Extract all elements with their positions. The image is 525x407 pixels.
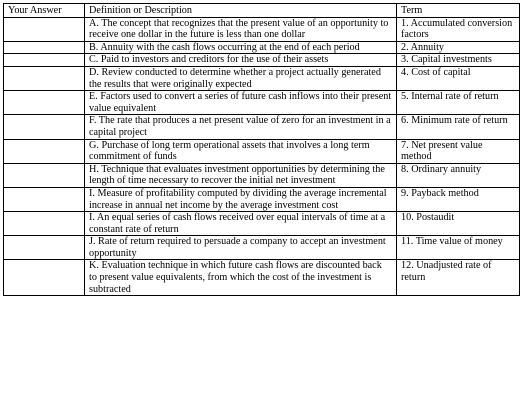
definition-cell: F. The rate that produces a net present value of zero for an investment in a capital project — [85, 115, 397, 139]
answer-cell[interactable] — [4, 260, 85, 296]
term-cell: 7. Net present value method — [397, 139, 520, 163]
header-your-answer: Your Answer — [4, 4, 85, 18]
term-cell: 8. Ordinary annuity — [397, 163, 520, 187]
answer-cell[interactable] — [4, 54, 85, 67]
definition-cell: K. Evaluation technique in which future cash flows are discounted back to present value equivalents, from which the cost of the investment is subtracted — [85, 260, 397, 296]
answer-cell[interactable] — [4, 66, 85, 90]
definition-cell: B. Annuity with the cash flows occurring at the end of each period — [85, 41, 397, 54]
definition-cell: G. Purchase of long term operational assets that involves a long term commitment of funds — [85, 139, 397, 163]
table-row — [4, 54, 520, 67]
answer-cell[interactable] — [4, 236, 85, 260]
definition-cell: A. The concept that recognizes that the present value of an opportunity to receive one dollar in the future is less than one dollar — [85, 17, 397, 41]
table-row — [4, 236, 520, 260]
table-row — [4, 163, 520, 187]
answer-cell[interactable] — [4, 163, 85, 187]
term-cell: 9. Payback method — [397, 187, 520, 211]
answer-cell[interactable] — [4, 115, 85, 139]
table-row — [4, 17, 520, 41]
table-row — [4, 115, 520, 139]
table-row — [4, 212, 520, 236]
answer-cell[interactable] — [4, 139, 85, 163]
table-row — [4, 187, 520, 211]
header-definition: Definition or Description — [85, 4, 397, 18]
definition-cell: D. Review conducted to determine whether a project actually generated the results that were originally expected — [85, 66, 397, 90]
answer-cell[interactable] — [4, 41, 85, 54]
term-cell: 10. Postaudit — [397, 212, 520, 236]
term-cell: 6. Minimum rate of return — [397, 115, 520, 139]
table-row — [4, 91, 520, 115]
table-row — [4, 139, 520, 163]
definition-cell: I. An equal series of cash flows received over equal intervals of time at a constant rate of return — [85, 212, 397, 236]
header-row — [4, 4, 520, 18]
term-cell: 4. Cost of capital — [397, 66, 520, 90]
header-term: Term — [397, 4, 520, 18]
matching-table — [3, 3, 520, 296]
answer-cell[interactable] — [4, 17, 85, 41]
term-cell: 12. Unadjusted rate of return — [397, 260, 520, 296]
term-cell: 5. Internal rate of return — [397, 91, 520, 115]
answer-cell[interactable] — [4, 187, 85, 211]
answer-cell[interactable] — [4, 91, 85, 115]
table-row — [4, 66, 520, 90]
term-cell: 2. Annuity — [397, 41, 520, 54]
table-row — [4, 41, 520, 54]
term-cell: 3. Capital investments — [397, 54, 520, 67]
definition-cell: I. Measure of profitability computed by dividing the average incremental increase in annual net income by the average investment cost — [85, 187, 397, 211]
definition-cell: J. Rate of return required to persuade a company to accept an investment opportunity — [85, 236, 397, 260]
definition-cell: H. Technique that evaluates investment opportunities by determining the length of time necessary to recover the initial net investment — [85, 163, 397, 187]
answer-cell[interactable] — [4, 212, 85, 236]
term-cell: 11. Time value of money — [397, 236, 520, 260]
term-cell: 1. Accumulated conversion factors — [397, 17, 520, 41]
definition-cell: C. Paid to investors and creditors for the use of their assets — [85, 54, 397, 67]
table-row — [4, 260, 520, 296]
definition-cell: E. Factors used to convert a series of future cash inflows into their present value equivalent — [85, 91, 397, 115]
